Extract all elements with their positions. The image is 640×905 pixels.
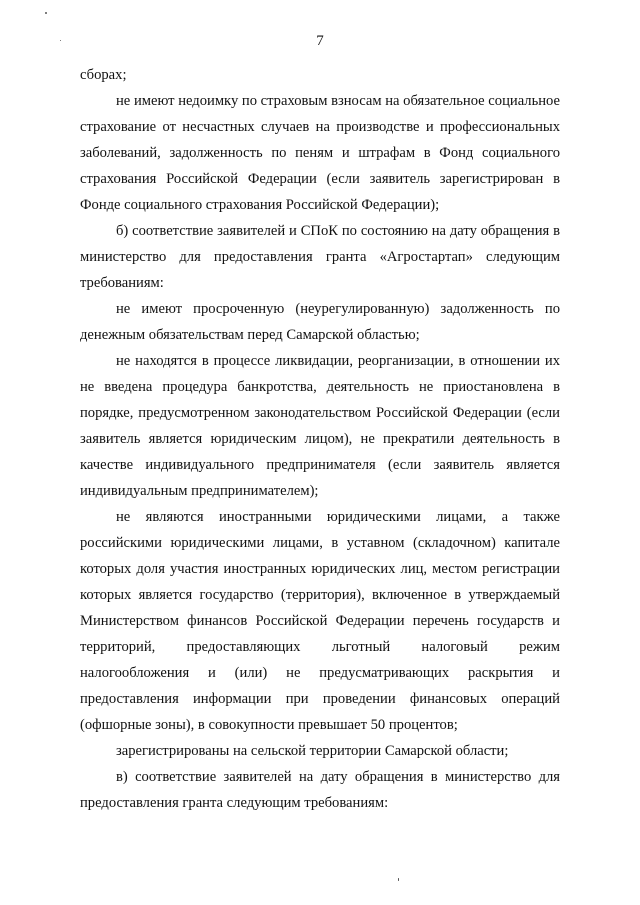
paragraph-insurance-arrears: не имеют недоимку по страховым взносам на обязательное социальное страхование от несчастных случаев на производстве и профессиональных заболеваний, задолженность по пеням и штрафам в Фонд социального страхования Российской Федерации (если заявитель зарегистрирован в Фонде социального страхования Российской Федерации);	[80, 93, 560, 213]
paragraph-continuation: сборах;	[80, 67, 127, 83]
paragraph-foreign-entities: не являются иностранными юридическими лицами, а также российскими юридическими лицами, в уставном (складочном) капитале которых доля участия иностранных юридических лиц, местом регистрации которых является государство (территория), включенное в утверждаемый Министерством финансов Российской Федерации перечень государств и территорий, предоставляющих льготный налоговый режим налогообложения и (или) не предусматривающих раскрытия и предоставления информации при проведении финансовых операций (офшорные зоны), в совокупности превышает 50 процентов;	[80, 509, 560, 733]
paragraph-requirements-b: б) соответствие заявителей и СПоК по состоянию на дату обращения в министерство для предоставления гранта «Агростартап» следующим требованиям:	[80, 223, 560, 291]
paragraph-rural-registration: зарегистрированы на сельской территории Самарской области;	[116, 743, 509, 759]
paragraph-liquidation: не находятся в процессе ликвидации, реорганизации, в отношении их не введена процедура банкротства, деятельность не приостановлена в порядке, предусмотренном законодательством Российской Федерации (если заявитель является юридическим лицом), не прекратили деятельность в качестве индивидуального предпринимателя (если заявитель является индивидуальным предпринимателем);	[80, 353, 560, 499]
page-number: 7	[316, 33, 324, 49]
paragraph-requirements-v: в) соответствие заявителей на дату обращения в министерство для предоставления гранта следующим требованиям:	[80, 769, 560, 811]
paragraph-overdue-debt: не имеют просроченную (неурегулированную) задолженность по денежным обязательствам перед Самарской областью;	[80, 301, 560, 343]
scan-speck	[398, 878, 399, 881]
scan-speck	[45, 12, 47, 14]
document-body	[80, 62, 560, 816]
